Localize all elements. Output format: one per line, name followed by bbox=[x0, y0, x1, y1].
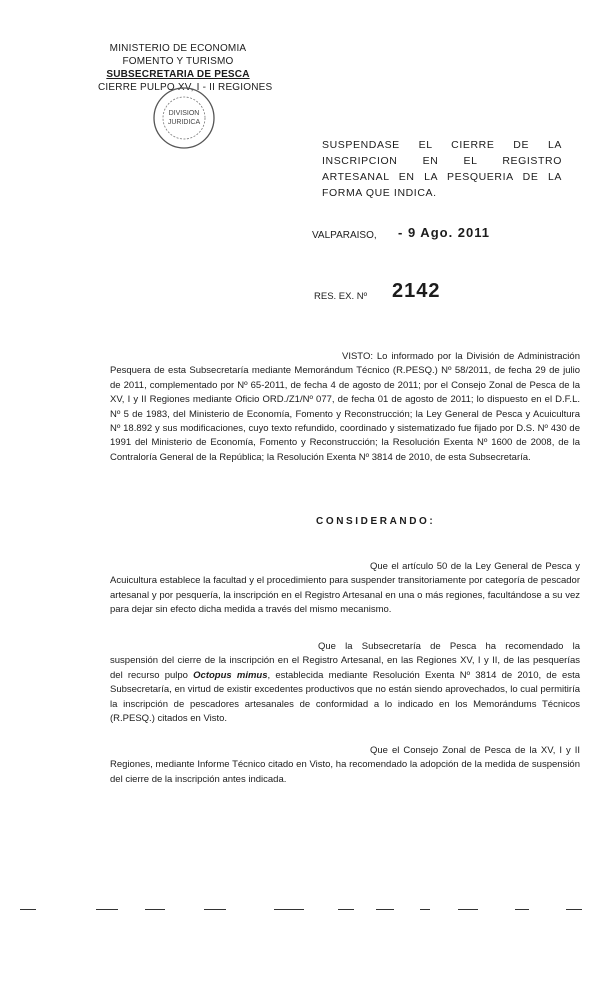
seal-line-2: JURIDICA bbox=[167, 119, 201, 126]
scan-mark bbox=[145, 909, 165, 910]
ministry-division: FOMENTO Y TURISMO bbox=[122, 56, 234, 67]
considerando-paragraph-3: Que el Consejo Zonal de Pesca de la XV, I y II Regiones, mediante Informe Técnico citado en Visto, ha recomendado la adopción de la medida de suspensión del cierre de la inscripción antes indicada. bbox=[110, 745, 580, 785]
undersecretariat-name: SUBSECRETARIA DE PESCA bbox=[106, 69, 250, 80]
resolution-label: RES. EX. Nº bbox=[314, 291, 368, 302]
place-label: VALPARAISO, bbox=[312, 230, 377, 241]
ministry-name: MINISTERIO DE ECONOMIA bbox=[109, 43, 247, 54]
file-reference: CIERRE PULPO XV, I - II REGIONES bbox=[98, 82, 273, 93]
scan-mark bbox=[338, 909, 354, 910]
scan-mark bbox=[515, 909, 529, 910]
paragraph-2-text-a: Que la Subsecretaría de Pesca ha recomendado la suspensión del cierre de la inscripción en el Registro Artesanal, en las Regiones XV, I y II, de las pesquerías del recurso pulpo bbox=[110, 641, 580, 681]
considerando-paragraph-1: Que el artículo 50 de la Ley General de Pesca y Acuicultura establece la facultad y el procedimiento para suspender transitoriamente por categoría de pescador artesanal y por pesquería, la inscripción en el Registro Artesanal en una o más regiones, facultándose a su vez para dejar sin efecto dicha medida a través del mismo mecanismo. bbox=[110, 561, 580, 616]
seal-text bbox=[152, 86, 216, 150]
species-name: Octopus mimus bbox=[193, 669, 268, 681]
scan-mark bbox=[274, 909, 304, 910]
scan-mark bbox=[376, 909, 394, 910]
considerando-heading: CONSIDERANDO: bbox=[316, 516, 436, 527]
scan-mark bbox=[420, 909, 430, 910]
considerando-paragraph-2 bbox=[110, 640, 580, 726]
seal-line-1: DIVISION bbox=[168, 110, 200, 117]
scan-mark bbox=[204, 909, 226, 910]
resolution-date: - 9 Ago. 2011 bbox=[398, 225, 490, 240]
official-seal bbox=[152, 86, 216, 150]
resolution-number: 2142 bbox=[392, 280, 441, 302]
scan-mark bbox=[20, 909, 36, 910]
scan-mark bbox=[566, 909, 582, 910]
resolution-subject: SUSPENDASE EL CIERRE DE LA INSCRIPCION EN EL REGISTRO ARTESANAL EN LA PESQUERIA DE LA FORMA QUE INDICA. bbox=[322, 139, 562, 199]
visto-paragraph: VISTO: Lo informado por la División de Administración Pesquera de esta Subsecretaría mediante Memorándum Técnico (R.PESQ.) Nº 58/2011, de fecha 29 de julio de 2011, complementado por Nº 65-2011, de fecha 4 de agosto de 2011; por el Consejo Zonal de Pesca de la XV, I y II Regiones mediante Oficio ORD./Z1/Nº 077, de fecha 01 de agosto de 2011; lo dispuesto en el D.F.L. Nº 5 de 1983, del Ministerio de Economía, Fomento y Reconstrucción; la Ley General de Pesca y Acuicultura Nº 18.892 y sus modificaciones, cuyo texto refundido, coordinado y sistematizado fue fijado por D.S. Nº 430 de 1991 del Ministerio de Economía, Fomento y Reconstrucción; la Resolución Exenta Nº 1600 de 2008, de la Contraloría General de la República; la Resolución Exenta Nº 3814 de 2010, de esta Subsecretaría. bbox=[110, 351, 580, 463]
scan-mark bbox=[96, 909, 118, 910]
paragraph-2-text-b: , establecida mediante Resolución Exenta Nº 3814 de 2010, de esta Subsecretaría, en virtud de existir excedentes productivos que no están siendo aprovechados, lo cual permitiría la inscripción de pescadores artesanales de conformidad a lo indicado en los Memorándums Técnicos (R.PESQ.) citados en Visto. bbox=[110, 669, 581, 725]
scan-mark bbox=[458, 909, 478, 910]
